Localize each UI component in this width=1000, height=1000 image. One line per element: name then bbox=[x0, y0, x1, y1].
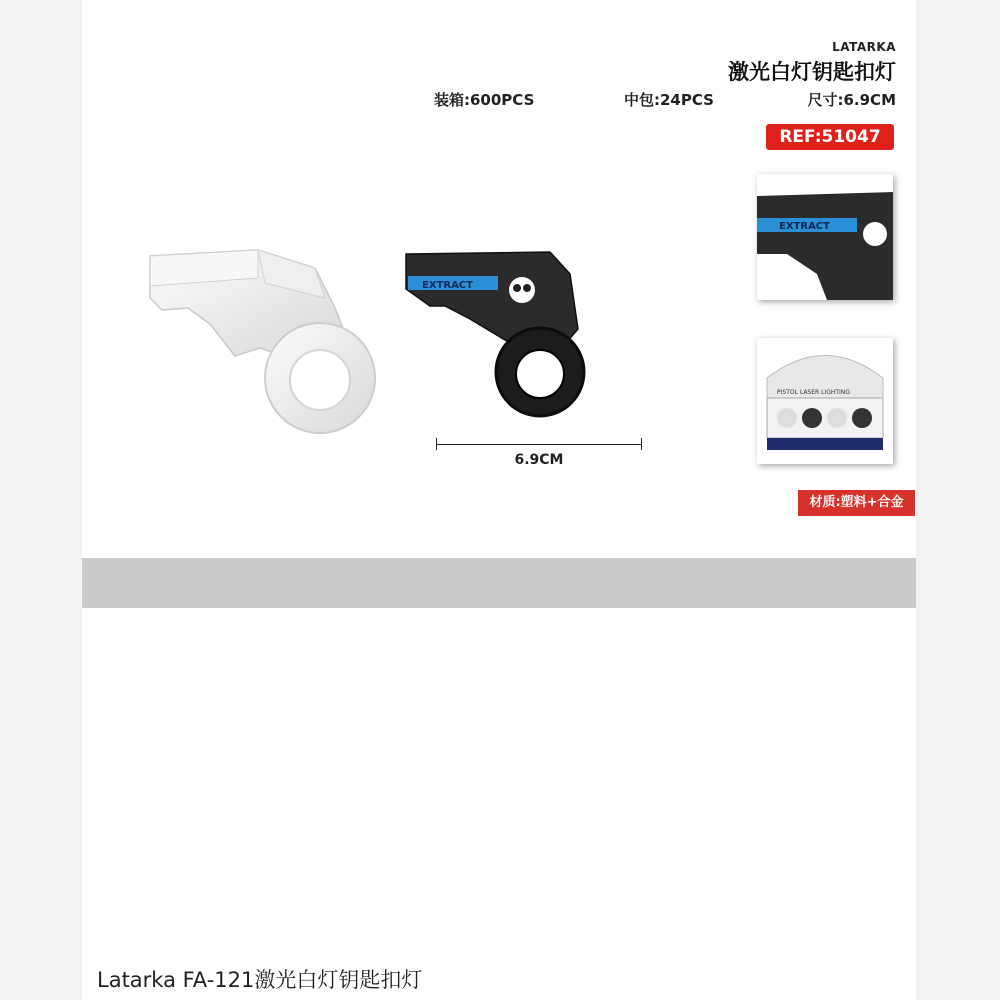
closeup-extract-print: EXTRACT bbox=[779, 221, 830, 232]
material-badge: 材质:塑料+合金 bbox=[798, 490, 915, 516]
product-card bbox=[82, 0, 916, 1000]
dimension-tick-right bbox=[641, 438, 642, 450]
dimension-tick-left bbox=[436, 438, 437, 450]
product-title: 激光白灯钥匙扣灯 bbox=[728, 60, 896, 84]
ref-badge: REF:51047 bbox=[766, 124, 894, 150]
display-box-label: PISTOL LASER LIGHTING bbox=[777, 389, 850, 396]
white-keychain-light-image bbox=[140, 238, 380, 438]
brand-label: LATARKA bbox=[832, 40, 896, 54]
thumbnail-closeup[interactable] bbox=[757, 174, 893, 300]
section-divider bbox=[82, 558, 916, 608]
extract-print: EXTRACT bbox=[422, 280, 473, 291]
display-box-image bbox=[757, 338, 893, 464]
product-caption: Latarka FA-121激光白灯钥匙扣灯 bbox=[97, 968, 423, 992]
closeup-image bbox=[757, 174, 893, 300]
dimension-label: 6.9CM bbox=[514, 452, 564, 468]
spec-inner-pack: 中包:24PCS bbox=[624, 91, 714, 109]
dimension-line bbox=[436, 444, 642, 445]
thumbnail-display-box[interactable] bbox=[757, 338, 893, 464]
spec-carton: 装箱:600PCS bbox=[434, 91, 535, 109]
spec-size: 尺寸:6.9CM bbox=[807, 91, 896, 109]
black-keychain-light-image bbox=[400, 244, 590, 424]
